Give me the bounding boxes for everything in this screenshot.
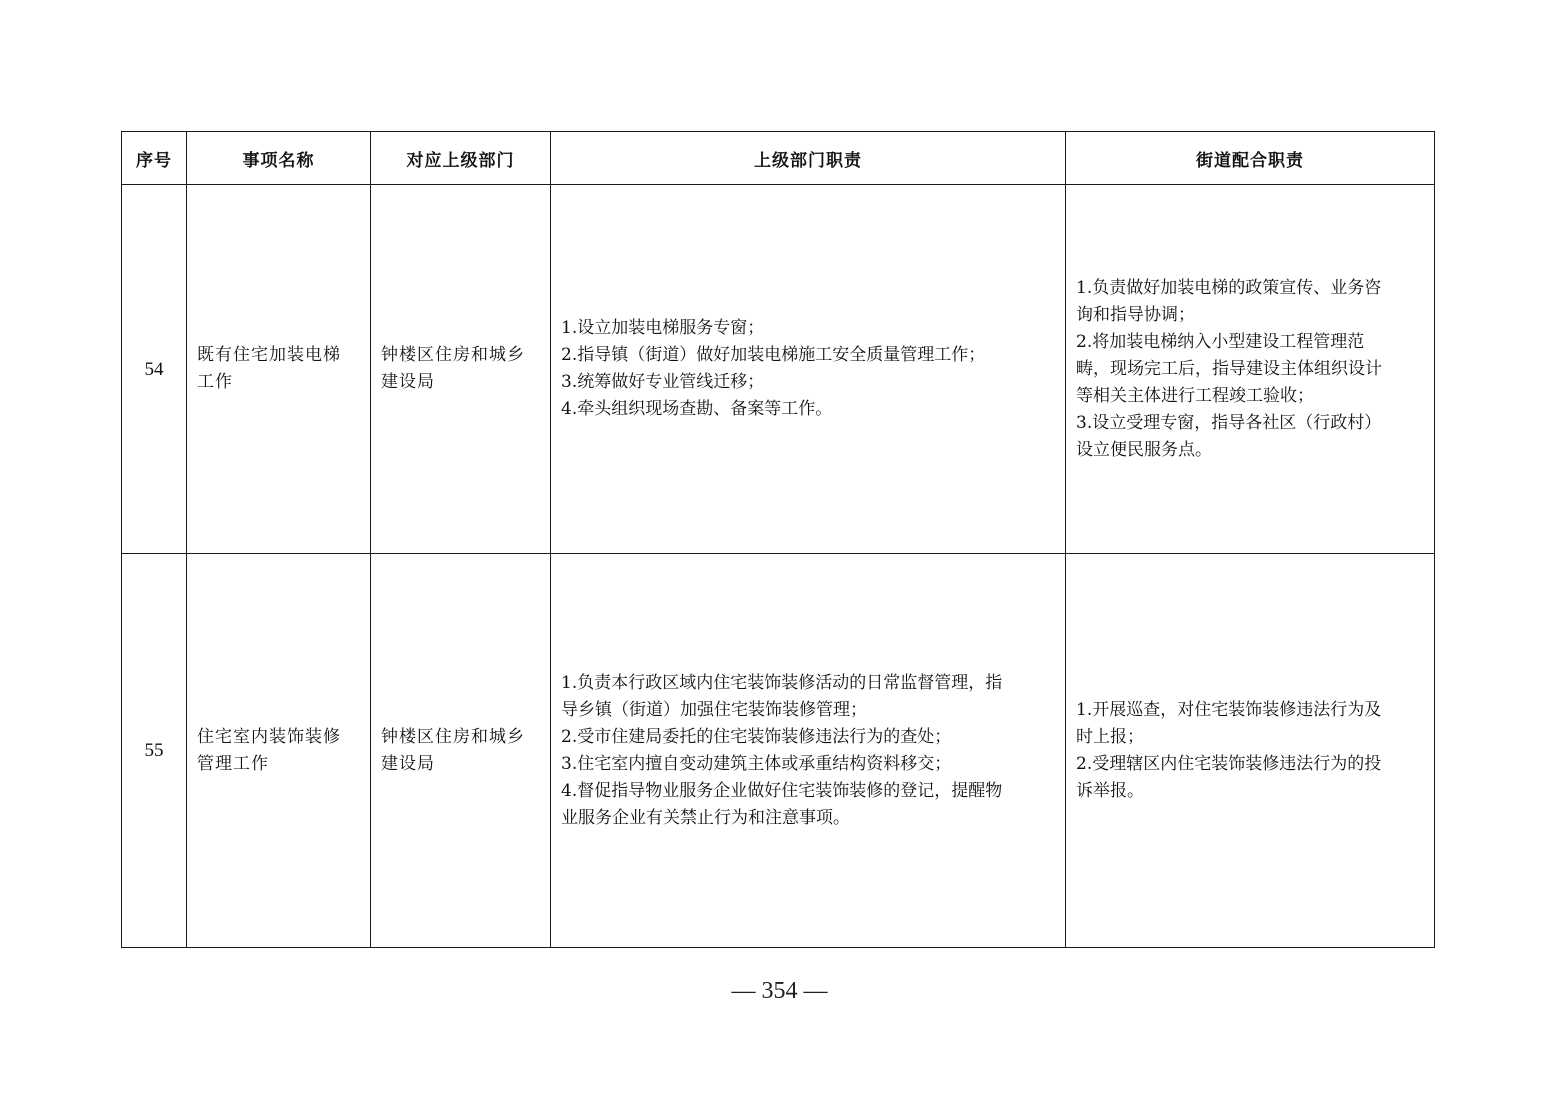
row-seq: 54 — [122, 185, 187, 554]
street-duty-line: 询和指导协调； — [1076, 304, 1195, 325]
duty-table-container — [121, 131, 1434, 948]
street-duty-line: 3.设立受理专窗，指导各社区（行政村） — [1076, 412, 1382, 433]
upper-duty-line: 3.统筹做好专业管线迁移； — [561, 372, 765, 392]
upper-duty-line: 1.负责本行政区域内住宅装饰装修活动的日常监督管理，指 — [561, 672, 1003, 693]
department-line: 钟楼区住房和城乡 — [381, 345, 525, 365]
table-row — [122, 185, 1435, 554]
duty-table — [121, 131, 1435, 948]
upper-duty-line: 业服务企业有关禁止行为和注意事项。 — [561, 807, 850, 828]
header-dept: 对应上级部门 — [371, 132, 551, 185]
department-line: 建设局 — [381, 753, 435, 774]
header-street-duty: 街道配合职责 — [1066, 132, 1435, 185]
table-body — [122, 185, 1435, 948]
table-header — [122, 132, 1435, 185]
item-name-line: 住宅室内装饰装修 — [197, 726, 341, 747]
upper-duty-line: 导乡镇（街道）加强住宅装饰装修管理； — [561, 699, 867, 720]
item-name-line: 管理工作 — [197, 753, 269, 774]
item-name-line: 工作 — [197, 372, 233, 392]
row-department — [371, 554, 551, 948]
header-row — [122, 132, 1435, 185]
table-row — [122, 554, 1435, 948]
street-duty-line: 畴，现场完工后，指导建设主体组织设计 — [1076, 358, 1382, 379]
item-name-line: 既有住宅加装电梯 — [197, 345, 341, 365]
row-upper-duty — [551, 185, 1066, 554]
department-line: 建设局 — [381, 372, 435, 392]
street-duty-line: 等相关主体进行工程竣工验收； — [1076, 385, 1314, 406]
upper-duty-line: 2.指导镇（街道）做好加装电梯施工安全质量管理工作； — [561, 345, 986, 365]
row-street-duty — [1066, 185, 1435, 554]
upper-duty-line: 4.督促指导物业服务企业做好住宅装饰装修的登记，提醒物 — [561, 780, 1003, 801]
street-duty-line: 时上报； — [1076, 726, 1144, 747]
upper-duty-line: 4.牵头组织现场查勘、备案等工作。 — [561, 399, 833, 419]
row-department — [371, 185, 551, 554]
street-duty-line: 1.开展巡查，对住宅装饰装修违法行为及 — [1076, 699, 1382, 720]
street-duty-line: 诉举报。 — [1076, 780, 1144, 801]
street-duty-line: 1.负责做好加装电梯的政策宣传、业务咨 — [1076, 277, 1382, 298]
row-seq: 55 — [122, 554, 187, 948]
header-seq: 序号 — [122, 132, 187, 185]
page-number: — 354 — — [731, 978, 828, 1004]
upper-duty-line: 3.住宅室内擅自变动建筑主体或承重结构资料移交； — [561, 753, 952, 774]
header-upper-duty: 上级部门职责 — [551, 132, 1066, 185]
row-street-duty — [1066, 554, 1435, 948]
upper-duty-line: 2.受市住建局委托的住宅装饰装修违法行为的查处； — [561, 726, 952, 747]
street-duty-line: 设立便民服务点。 — [1076, 439, 1212, 460]
department-line: 钟楼区住房和城乡 — [381, 726, 525, 747]
upper-duty-line: 1.设立加装电梯服务专窗； — [561, 318, 765, 338]
street-duty-line: 2.受理辖区内住宅装饰装修违法行为的投 — [1076, 753, 1382, 774]
header-name: 事项名称 — [187, 132, 371, 185]
street-duty-line: 2.将加装电梯纳入小型建设工程管理范 — [1076, 331, 1365, 352]
row-item-name — [187, 554, 371, 948]
row-item-name — [187, 185, 371, 554]
row-upper-duty — [551, 554, 1066, 948]
